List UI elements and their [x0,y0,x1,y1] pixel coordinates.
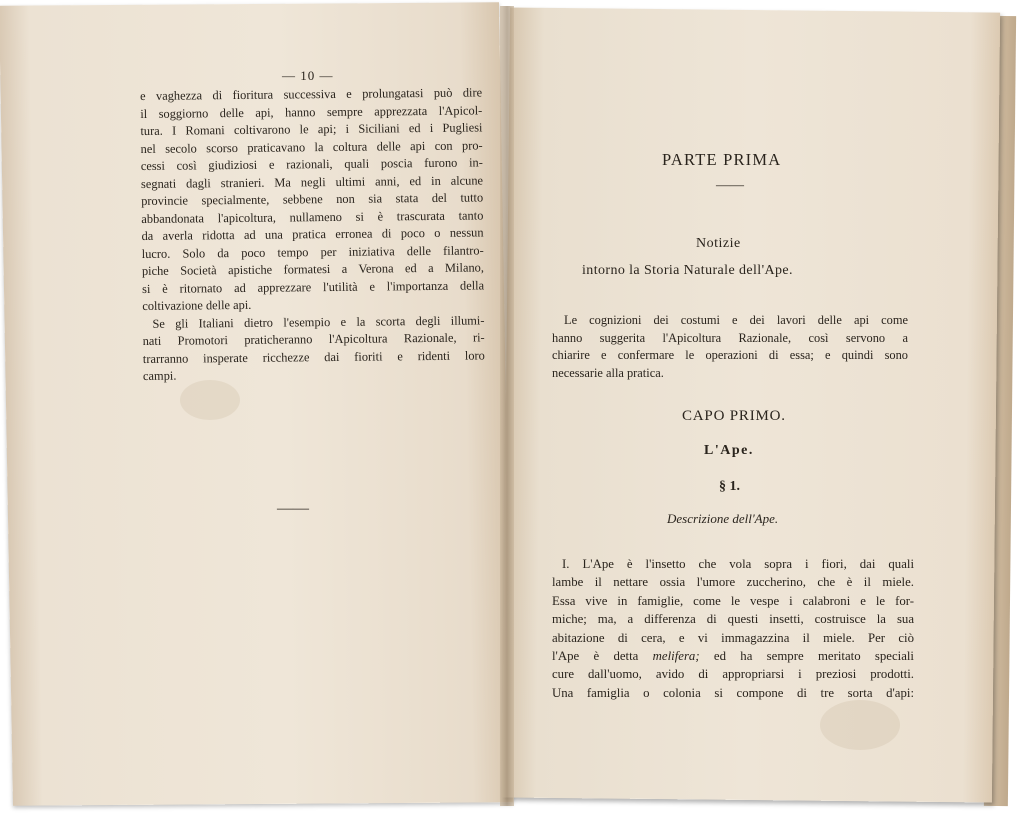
page-number: — 10 — [282,68,334,83]
text-line: campi. [142,368,177,383]
text-line: piche Società apistiche formatesi a Verona ed a Milano, [141,260,484,278]
text-line: coltivazione delle api. [142,297,252,313]
chapter-title: CAPO PRIMO. [682,408,786,424]
paper-stain [820,700,900,750]
intro-paragraph [552,312,908,382]
text-line: nel secolo scorso praticavano la coltura delle api con pro- [140,137,483,156]
text-line: lambe il nettare ossia l'umore zuccherino, che è il miele. [552,575,914,590]
text-line: nati Promotori praticheranno l'Apicoltura Razionale, ri- [142,330,485,348]
text-line: trarranno insperate ricchezze dai fioriti e ridenti loro [142,347,485,366]
text-fragment: l'Ape è detta [552,649,639,664]
text-line: Le cognizioni dei costumi e dei lavori delle api come [564,313,908,327]
text-line: abitazione di cera, e vi immagazzina il miele. Per ciò [552,630,914,645]
book-gutter [500,6,514,806]
text-line: Se gli Italiani dietro l'esempio e la scorta degli illumi- [152,312,485,331]
text-line: tura. I Romani coltivarono le api; i Siciliani ed i Pugliesi [140,120,483,138]
text-line: Una famiglia o colonia si compone di tre sorta d'api: [552,685,914,700]
subtitle-line-2: intorno la Storia Naturale dell'Ape. [582,263,793,278]
text-line: segnati dagli stranieri. Ma negli ultimi anni, ed in alcune [140,172,484,191]
section-title: Descrizione dell'Ape. [667,511,779,526]
text-line: provincie specialmente, sebbene non sia stata del tutto [141,190,484,208]
text-line: abbandonata l'apicoltura, nullameno si è trascurata tanto [141,207,484,226]
text-fragment: ed ha sempre meritato speciali [713,649,914,664]
part-title: PARTE PRIMA [662,150,782,169]
text-line: si è ritornato ad apprezzare l'utilità e l'importanza della [142,277,485,296]
text-line: miche; ma, a differenza di questi insetti, costruisce la sua [552,612,914,627]
italic-term: melifera; [652,649,700,664]
subtitle-line-1: Notizie [696,236,741,251]
text-line: lucro. Solo da poco tempo per iniziativa delle filantro- [141,242,484,261]
end-rule: —— [277,500,309,517]
text-line: necessarie alla pratica. [552,365,664,380]
paper-stain [180,380,240,420]
text-line-mixed [552,647,914,665]
text-line: hanno suggerita l'Apicoltura Razionale, così servono a [552,330,908,345]
section-mark: § 1. [719,479,740,494]
text-line: il soggiorno delle api, hanno sempre apprezzata l'Apicol- [140,102,483,121]
text-line: Essa vive in famiglie, come le vespe i calabroni e le for- [552,593,914,608]
text-line: chiarire e confermare le operazioni di essa; e quindi sono [552,348,908,362]
chapter-subject: L'Ape. [704,443,754,458]
text-line: da averla ridotta ad una pratica erronea di poco o nessun [141,225,484,243]
text-line: cure dall'uomo, avido di appropriarsi i preziosi prodotti. [552,667,914,682]
body-paragraph [552,555,914,702]
left-page-text [140,84,485,385]
text-line: cessi così giudiziosi e razionali, quali poscia furono in- [140,155,483,173]
text-line: I. L'Ape è l'insetto che vola sopra i fiori, dai quali [562,557,914,571]
text-line: e vaghezza di fioritura successiva e prolungatasi può dire [140,85,483,103]
part-rule: —— [716,178,744,193]
